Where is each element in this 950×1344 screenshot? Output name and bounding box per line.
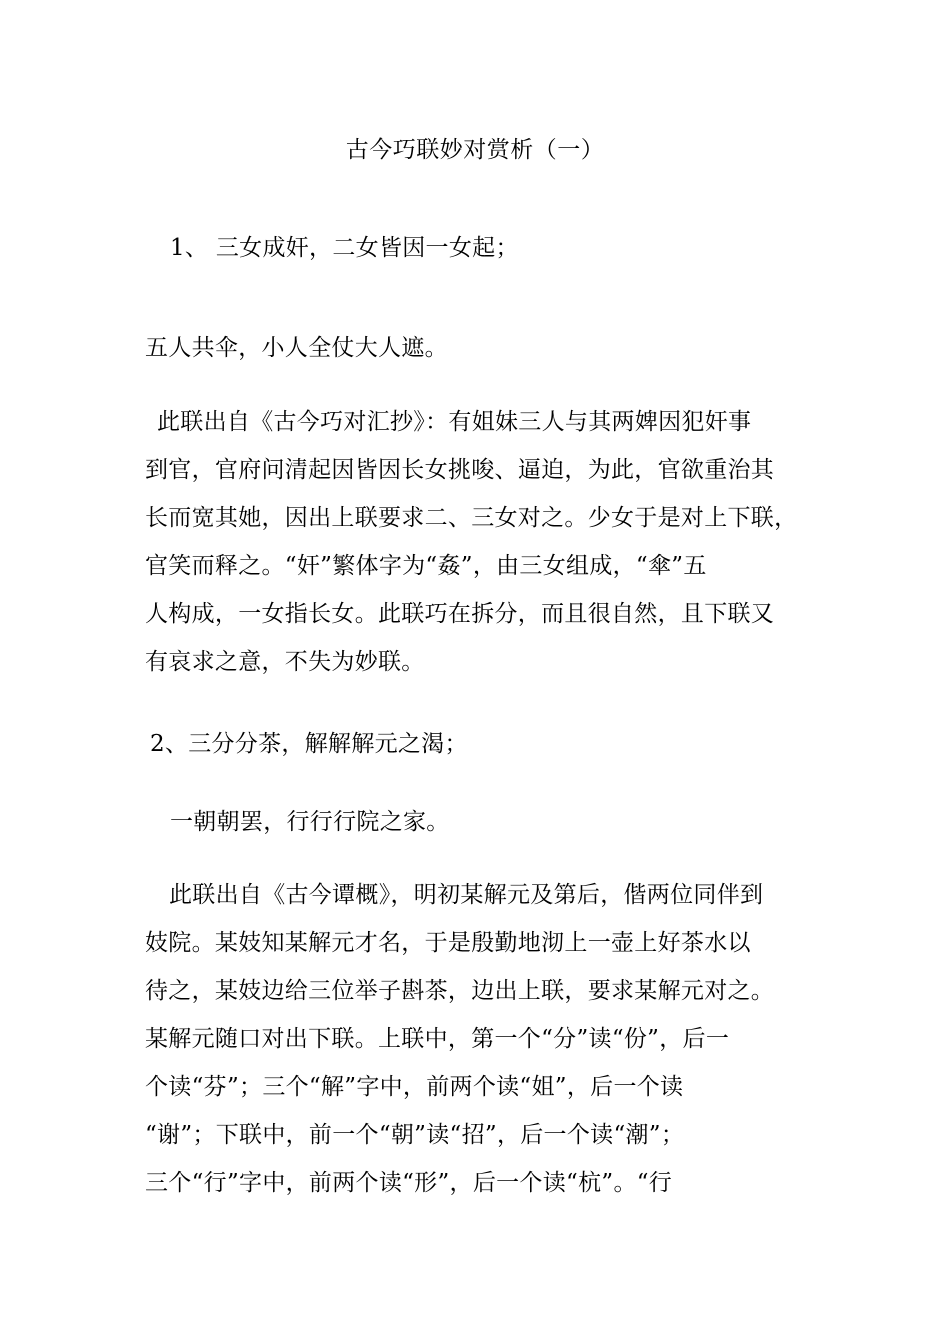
paragraph-line: 个读“芬”；三个“解”字中，前两个读“姐”，后一个读: [145, 1074, 684, 1100]
paragraph-line: 妓院。某妓知某解元才名，于是殷勤地沏上一壶上好茶水以: [145, 930, 751, 956]
paragraph-line: 三个“行”字中，前两个读“形”，后一个读“杭”。“行: [145, 1170, 673, 1196]
paragraph-line: 此联出自《古今谭概》，明初某解元及第后，偕两位同伴到: [169, 882, 764, 908]
paragraph-line: 长而宽其她，因出上联要求二、三女对之。少女于是对上下联，: [145, 505, 798, 531]
couplet-2-second-line: 一朝朝罢，行行行院之家。: [170, 809, 450, 835]
paragraph-line: 人构成，一女指长女。此联巧在拆分，而且很自然，且下联又: [145, 601, 775, 627]
couplet-1-second-line: 五人共伞，小人全仗大人遮。: [145, 335, 448, 361]
paragraph-line: 此联出自《古今巧对汇抄》：有姐妹三人与其两婢因犯奸事: [157, 409, 752, 435]
paragraph-line: 有哀求之意，不失为妙联。: [145, 649, 425, 675]
paragraph-line: 待之，某妓边给三位举子斟茶，边出上联，要求某解元对之。: [145, 978, 775, 1004]
page-title: 古今巧联妙对赏析（一）: [345, 137, 605, 163]
couplet-2-explanation: [145, 871, 815, 1207]
couplet-1-first-line: 1、 三女成奸，二女皆因一女起；: [170, 235, 519, 261]
paragraph-line: 官笑而释之。“奸”繁体字为“姦”，由三女组成，“傘”五: [145, 553, 707, 579]
paragraph-line: “谢”；下联中，前一个“朝”读“招”，后一个读“潮”；: [145, 1122, 685, 1148]
paragraph-line: 某解元随口对出下联。上联中，第一个“分”读“份”，后一: [145, 1026, 730, 1052]
couplet-1-explanation: [145, 398, 815, 686]
couplet-2-first-line: 2、三分分茶，解解解元之渴；: [150, 731, 468, 757]
paragraph-line: 到官，官府问清起因皆因长女挑唆、逼迫，为此，官欲重治其: [145, 457, 775, 483]
